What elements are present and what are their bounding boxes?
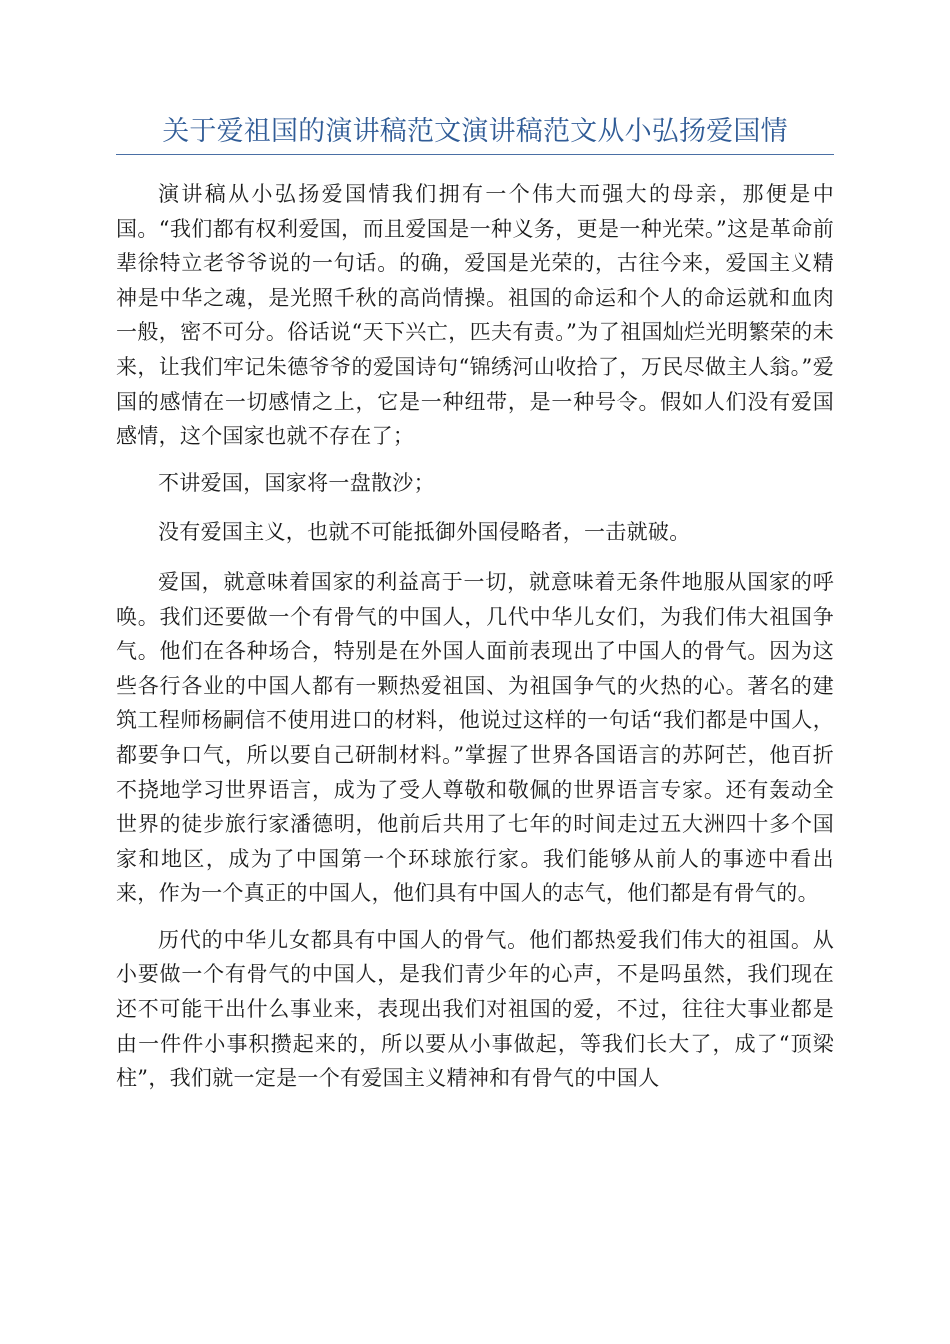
- document-body: [116, 177, 834, 1108]
- paragraph-4: 爱国，就意味着国家的利益高于一切，就意味着无条件地服从国家的呼唤。我们还要做一个有骨气的中国人，几代中华儿女们，为我们伟大祖国争气。他们在各种场合，特别是在外国人面前表现出了中国人的骨气。因为这些各行各业的中国人都有一颗热爱祖国、为祖国争气的火热的心。著名的建筑工程师杨嗣信不使用进口的材料，他说过这样的一句话“我们都是中国人，都要争口气，所以要自己研制材料。”掌握了世界各国语言的苏阿芒，他百折不挠地学习世界语言，成为了受人尊敬和敬佩的世界语言专家。还有轰动全世界的徒步旅行家潘德明，他前后共用了七年的时间走过五大洲四十多个国家和地区，成为了中国第一个环球旅行家。我们能够从前人的事迹中看出来，作为一个真正的中国人，他们具有中国人的志气，他们都是有骨气的。: [116, 569, 834, 906]
- paragraph-1: 演讲稿从小弘扬爱国情我们拥有一个伟大而强大的母亲，那便是中国。“我们都有权利爱国，而且爱国是一种义务，更是一种光荣。”这是革命前辈徐特立老爷爷说的一句话。的确，爱国是光荣的，古往今来，爱国主义精神是中华之魂，是光照千秋的高尚情操。祖国的命运和个人的命运就和血肉一般，密不可分。俗话说“天下兴亡，匹夫有责。”为了祖国灿烂光明繁荣的未来，让我们牢记朱德爷爷的爱国诗句“锦绣河山收拾了，万民尽做主人翁。”爱国的感情在一切感情之上，它是一种纽带，是一种号令。假如人们没有爱国感情，这个国家也就不存在了；: [116, 182, 834, 449]
- paragraph-5: 历代的中华儿女都具有中国人的骨气。他们都热爱我们伟大的祖国。从小要做一个有骨气的中国人，是我们青少年的心声，不是吗虽然，我们现在还不可能干出什么事业来，表现出我们对祖国的爱，不过，往往大事业都是由一件件小事积攒起来的，所以要从小事做起，等我们长大了，成了“顶梁柱”，我们就一定是一个有爱国主义精神和有骨气的中国人: [116, 927, 834, 1091]
- document-title: 关于爱祖国的演讲稿范文演讲稿范文从小弘扬爱国情: [162, 116, 788, 147]
- paragraph-2: 不讲爱国，国家将一盘散沙；: [158, 470, 435, 495]
- paragraph-3: 没有爱国主义，也就不可能抵御外国侵略者，一击就破。: [158, 520, 691, 545]
- title-underline: [116, 154, 834, 155]
